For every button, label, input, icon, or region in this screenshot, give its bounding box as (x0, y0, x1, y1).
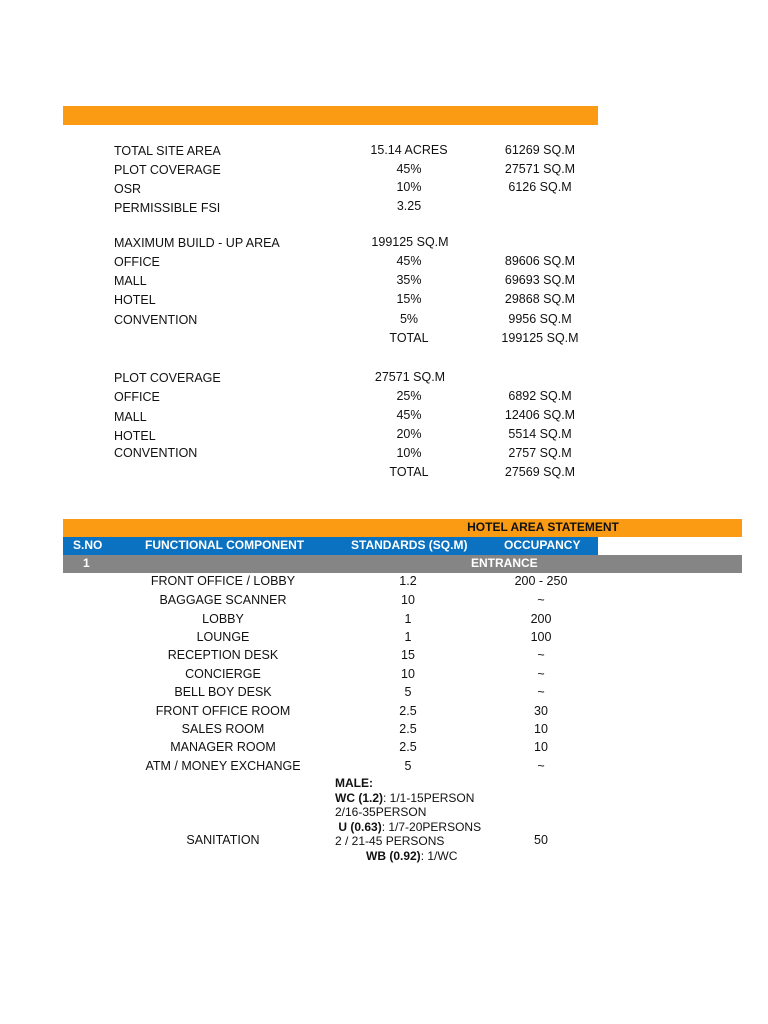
table-row (63, 758, 742, 776)
hotel-title-bar (63, 519, 742, 537)
section-sno: 1 (83, 556, 90, 570)
site-area: 27571 SQ.M (504, 162, 576, 176)
sanitation-occupancy: 50 (534, 833, 548, 847)
header-standards: STANDARDS (SQ.M) (351, 538, 468, 552)
coverage-label: CONVENTION (114, 446, 198, 460)
coverage-label: MALL (114, 410, 147, 424)
table-row (63, 629, 742, 647)
row-component: LOUNGE (196, 630, 250, 644)
buildup-percent: 5% (399, 312, 419, 326)
buildup-area: 69693 SQ.M (504, 273, 576, 287)
row-occupancy: ~ (537, 667, 545, 681)
table-row (63, 666, 742, 684)
urinal-text-2: 2 / 21-45 PERSONS (335, 834, 445, 848)
site-label: PLOT COVERAGE (114, 163, 221, 177)
table-row (63, 703, 742, 721)
row-occupancy: ~ (537, 685, 545, 699)
row-component: MANAGER ROOM (170, 740, 276, 754)
urinal-label: U (0.63) (338, 819, 382, 834)
row-standard: 2.5 (399, 740, 417, 754)
row-standard: 2.5 (399, 722, 417, 736)
row-standard: 2.5 (399, 704, 417, 718)
buildup-total-label: TOTAL (389, 331, 429, 345)
buildup-percent: 35% (396, 273, 422, 287)
table-row (63, 647, 742, 665)
coverage-area: 5514 SQ.M (508, 427, 572, 441)
row-standard: 5 (404, 685, 412, 699)
table-row (63, 573, 742, 591)
site-value: 3.25 (396, 199, 422, 213)
top-orange-band (63, 106, 598, 125)
buildup-label: CONVENTION (114, 313, 198, 327)
hotel-header-row (63, 537, 598, 555)
site-value: 15.14 ACRES (370, 143, 448, 157)
header-sno: S.NO (73, 538, 103, 552)
row-occupancy: 30 (534, 704, 548, 718)
coverage-percent: 45% (396, 408, 422, 422)
section-row-entrance (63, 555, 742, 573)
sanitation-component: SANITATION (186, 833, 260, 847)
site-area: 61269 SQ.M (504, 143, 576, 157)
row-standard: 10 (401, 593, 415, 607)
table-row (63, 684, 742, 702)
row-component: FRONT OFFICE ROOM (155, 704, 291, 718)
buildup-area: 89606 SQ.M (504, 254, 576, 268)
row-occupancy: 200 - 250 (514, 574, 568, 588)
site-value: 10% (396, 180, 422, 194)
coverage-label: HOTEL (114, 429, 156, 443)
row-standard: 5 (404, 759, 412, 773)
table-row (63, 611, 742, 629)
wc-label: WC (1.2) (335, 790, 383, 805)
site-area: 6126 SQ.M (508, 180, 572, 194)
row-component: RECEPTION DESK (167, 648, 279, 662)
coverage-label: OFFICE (114, 390, 160, 404)
row-occupancy: ~ (537, 648, 545, 662)
row-component: BELL BOY DESK (174, 685, 272, 699)
buildup-percent: 45% (396, 254, 422, 268)
row-component: FRONT OFFICE / LOBBY (150, 574, 296, 588)
coverage-area: 2757 SQ.M (508, 446, 572, 460)
buildup-percent: 15% (396, 292, 422, 306)
coverage-area: 6892 SQ.M (508, 389, 572, 403)
buildup-label: MALL (114, 274, 147, 288)
coverage-percent: 10% (396, 446, 422, 460)
site-value: 45% (396, 162, 422, 176)
wc-text: : 1/1-15PERSON (383, 790, 475, 805)
row-occupancy: ~ (537, 759, 545, 773)
coverage-total-value: 27569 SQ.M (504, 465, 576, 479)
wc-text-2: 2/16-35PERSON (335, 805, 427, 819)
site-label: PERMISSIBLE FSI (114, 201, 221, 215)
section-name: ENTRANCE (471, 556, 538, 570)
row-component: SALES ROOM (181, 722, 265, 736)
row-component: LOBBY (202, 612, 244, 626)
buildup-area: 9956 SQ.M (508, 312, 572, 326)
table-row (63, 721, 742, 739)
coverage-percent: 20% (396, 427, 422, 441)
row-standard: 1 (404, 630, 412, 644)
row-component: CONCIERGE (185, 667, 261, 681)
header-component: FUNCTIONAL COMPONENT (145, 538, 305, 552)
row-occupancy: ~ (537, 593, 545, 607)
buildup-area: 29868 SQ.M (504, 292, 576, 306)
buildup-label: OFFICE (114, 255, 160, 269)
row-component: ATM / MONEY EXCHANGE (145, 759, 301, 773)
wb-text: : 1/WC (420, 848, 458, 863)
row-occupancy: 10 (534, 722, 548, 736)
coverage-percent: 25% (396, 389, 422, 403)
row-standard: 10 (401, 667, 415, 681)
row-occupancy: 100 (530, 630, 552, 644)
row-occupancy: 200 (530, 612, 552, 626)
table-row (63, 592, 742, 610)
coverage-total-area: 27571 SQ.M (374, 370, 446, 384)
coverage-title: PLOT COVERAGE (114, 371, 221, 385)
row-standard: 1 (404, 612, 412, 626)
buildup-total-area: 199125 SQ.M (371, 235, 449, 249)
buildup-total-value: 199125 SQ.M (501, 331, 579, 345)
male-label: MALE: (335, 776, 373, 790)
site-label: OSR (114, 182, 142, 196)
coverage-total-label: TOTAL (389, 465, 429, 479)
row-standard: 15 (401, 648, 415, 662)
hotel-title: HOTEL AREA STATEMENT (467, 520, 619, 534)
wb-label: WB (0.92) (366, 848, 421, 863)
site-label: TOTAL SITE AREA (114, 144, 221, 158)
header-occupancy: OCCUPANCY (504, 538, 581, 552)
urinal-text: : 1/7-20PERSONS (381, 819, 482, 834)
buildup-label: HOTEL (114, 293, 156, 307)
buildup-title: MAXIMUM BUILD - UP AREA (114, 236, 280, 250)
table-row (63, 739, 742, 757)
row-occupancy: 10 (534, 740, 548, 754)
row-component: BAGGAGE SCANNER (159, 593, 287, 607)
row-standard: 1.2 (399, 574, 417, 588)
coverage-area: 12406 SQ.M (504, 408, 576, 422)
sanitation-standards (335, 776, 481, 863)
